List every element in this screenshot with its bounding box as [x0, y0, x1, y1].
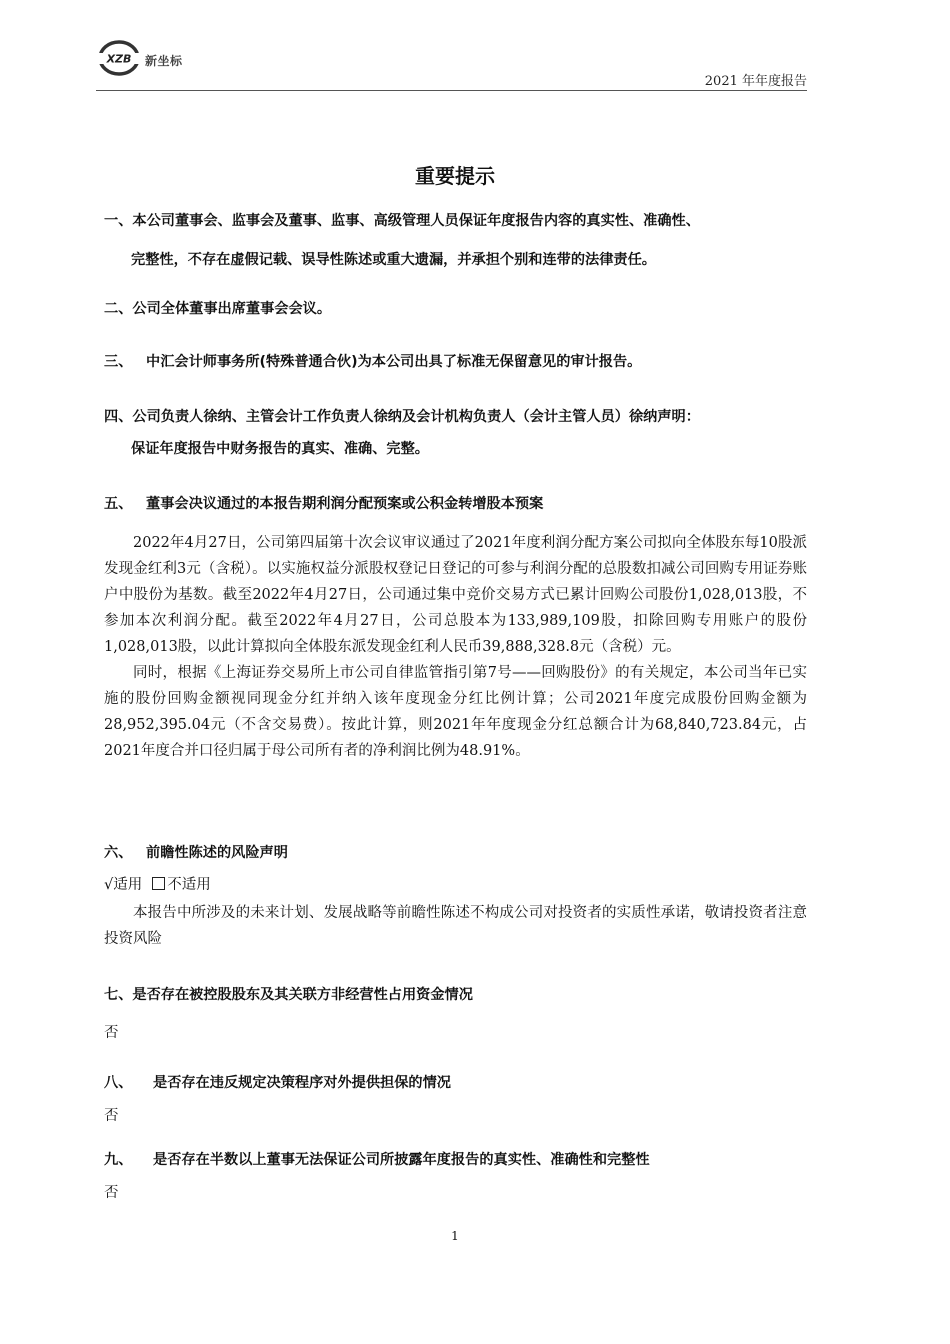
report-title: 2021 年年度报告 — [704, 74, 807, 89]
section-1-line-2: 完整性，不存在虚假记载、误导性陈述或重大遗漏，并承担个别和连带的法律责任。 — [131, 252, 656, 268]
section-9-heading — [104, 1145, 650, 1175]
section-3 — [104, 347, 641, 377]
section-2-number: 二、 — [104, 301, 133, 317]
logo-mark-text: XZB — [106, 52, 132, 66]
section-6-body — [104, 900, 807, 952]
section-8-heading — [104, 1068, 451, 1098]
section-5-number: 五、 — [104, 496, 133, 512]
section-9-answer: 否 — [104, 1185, 119, 1201]
section-8-number: 八、 — [104, 1075, 133, 1091]
section-1-number: 一、 — [104, 213, 133, 229]
not-applicable-option: 不适用 — [167, 877, 211, 893]
section-3-number: 三、 — [104, 354, 133, 370]
section-1 — [104, 206, 700, 275]
company-logo — [96, 38, 183, 78]
section-8-text: 是否存在违反规定决策程序对外提供担保的情况 — [153, 1075, 451, 1091]
section-8-answer: 否 — [104, 1108, 119, 1124]
section-9-number: 九、 — [104, 1152, 133, 1168]
section-5-heading — [104, 489, 543, 519]
section-6-text: 前瞻性陈述的风险声明 — [146, 845, 288, 861]
applicability-options — [104, 873, 213, 897]
section-5-body — [104, 530, 807, 764]
logo-text: 新坐标 — [145, 53, 183, 68]
logo-mark-icon — [96, 38, 142, 78]
section-7-number: 七、 — [104, 987, 133, 1003]
section-4 — [104, 402, 700, 464]
section-4-line-1: 公司负责人徐纳、主管会计工作负责人徐纳及会计机构负责人（会计主管人员）徐纳声明： — [132, 409, 700, 425]
section-6-paragraph: 本报告中所涉及的未来计划、发展战略等前瞻性陈述不构成公司对投资者的实质性承诺，敬请投资者注意投资风险 — [104, 905, 807, 947]
section-6-number: 六、 — [104, 845, 133, 861]
page-title: 重要提示 — [415, 164, 495, 188]
section-2 — [104, 294, 331, 324]
page-number: 1 — [451, 1229, 459, 1243]
section-4-number: 四、 — [104, 409, 133, 425]
section-7-answer: 否 — [104, 1025, 119, 1041]
section-7-heading — [104, 980, 473, 1010]
section-1-line-1: 本公司董事会、监事会及董事、监事、高级管理人员保证年度报告内容的真实性、准确性、 — [132, 213, 700, 229]
section-5-paragraph-1: 2022年4月27日，公司第四届第十次会议审议通过了2021年度利润分配方案公司拟向全体股东每10股派发现金红利3元（含税）。以实施权益分派股权登记日登记的可参与利润分配的总股数扣减公司回购专用证券账户中股份为基数。截至2022年4月27日，公司通过集中竞价交易方式已累计回购公司股份1,028,013股，不参加本次利润分配。截至2022年4月27日，公司总股本为133,989,109股，扣除回购专用账户的股份1,028,013股，以此计算拟向全体股东派发现金红利人民币39,888,328.8元（含税）元。 — [104, 535, 807, 655]
section-4-line-2: 保证年度报告中财务报告的真实、准确、完整。 — [131, 441, 429, 457]
section-3-text: 中汇会计师事务所(特殊普通合伙)为本公司出具了标准无保留意见的审计报告。 — [146, 354, 642, 370]
section-9-text: 是否存在半数以上董事无法保证公司所披露年度报告的真实性、准确性和完整性 — [153, 1152, 650, 1168]
unchecked-box-icon — [152, 877, 165, 890]
section-7-text: 是否存在被控股股东及其关联方非经营性占用资金情况 — [132, 987, 473, 1003]
applicable-option: √适用 — [104, 877, 143, 893]
header-divider — [96, 90, 807, 91]
section-5-paragraph-2: 同时，根据《上海证券交易所上市公司自律监管指引第7号——回购股份》的有关规定，本公司当年已实施的股份回购金额视同现金分红并纳入该年度现金分红比例计算；公司2021年度完成股份回购金额为28,952,395.04元（不含交易费）。按此计算，则2021年年度现金分红总额合计为68,840,723.84元，占2021年度合并口径归属于母公司所有者的净利润比例为48.91%。 — [104, 665, 807, 759]
section-5-text: 董事会决议通过的本报告期利润分配预案或公积金转增股本预案 — [146, 496, 544, 512]
section-6-heading — [104, 838, 288, 868]
section-2-text: 公司全体董事出席董事会会议。 — [132, 301, 332, 317]
